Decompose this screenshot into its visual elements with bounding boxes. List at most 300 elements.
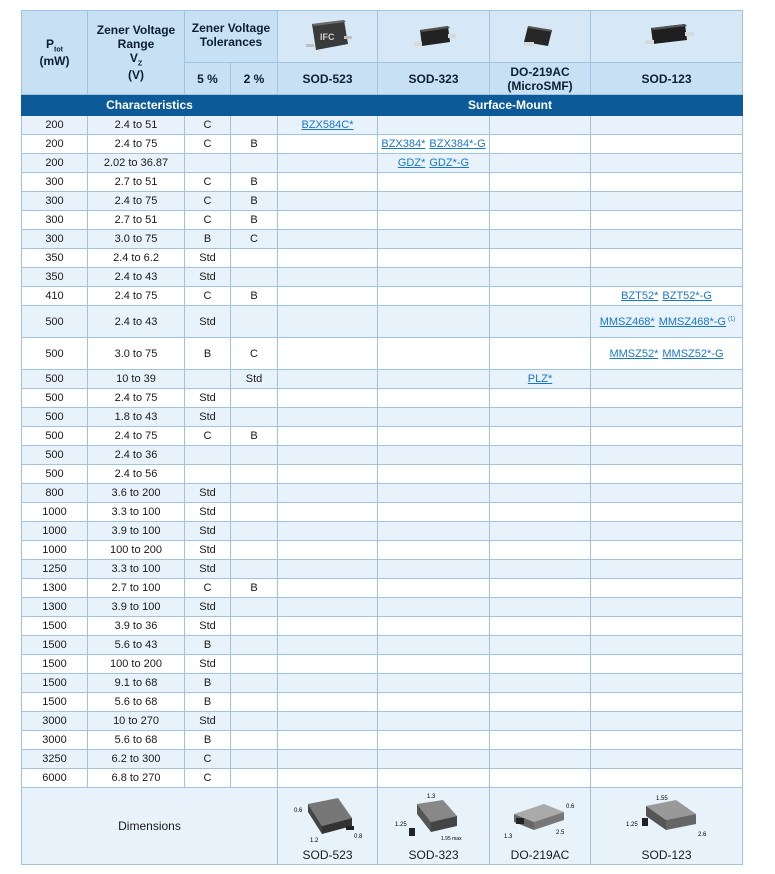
- do219ac-dimension-caption: DO-219AC: [510, 848, 570, 862]
- sod323-part-cell: [378, 693, 490, 712]
- tolerance-2-cell: C: [231, 338, 278, 370]
- tolerance-2-cell: [231, 712, 278, 731]
- table-row: [22, 560, 743, 579]
- do219-part-cell: [490, 446, 591, 465]
- sod123-part-cell: [591, 173, 743, 192]
- do219-part-cell: [490, 579, 591, 598]
- do219-part-cell: [490, 541, 591, 560]
- sod123-part-cell: [591, 446, 743, 465]
- sod123-package-icon: [635, 16, 699, 54]
- voltage-range-cell: 2.7 to 51: [88, 173, 185, 192]
- sod523-dim-width: 0.8: [353, 834, 362, 840]
- table-row: [22, 693, 743, 712]
- ptot-cell: 500: [22, 446, 88, 465]
- sod523-part-cell: [278, 338, 378, 370]
- do219-part-cell: [490, 192, 591, 211]
- sod523-part-cell: [278, 712, 378, 731]
- ptot-cell: 1000: [22, 541, 88, 560]
- table-row: [22, 135, 743, 154]
- part-number-link[interactable]: MMSZ52*-G: [662, 347, 724, 360]
- voltage-range-cell: 100 to 200: [88, 541, 185, 560]
- sod123-part-cell: [591, 484, 743, 503]
- tolerance-5-cell: [185, 465, 231, 484]
- sod523-part-cell: [278, 503, 378, 522]
- voltage-range-cell: 2.4 to 75: [88, 192, 185, 211]
- sod123-part-cell: [591, 408, 743, 427]
- sod123-part-cell: [591, 116, 743, 135]
- sod523-part-cell: [278, 135, 378, 154]
- tolerance-5-cell: C: [185, 427, 231, 446]
- sod323-dimension-drawing: [391, 792, 477, 844]
- do219-part-cell: [490, 465, 591, 484]
- sod523-part-cell: [278, 446, 378, 465]
- ptot-cell: 500: [22, 408, 88, 427]
- sod523-part-cell: [278, 287, 378, 306]
- table-row: [22, 579, 743, 598]
- part-number-link[interactable]: BZX584C*: [301, 119, 354, 131]
- sod523-part-cell: [278, 769, 378, 788]
- voltage-range-cell: 2.4 to 75: [88, 287, 185, 306]
- tolerance-2-cell: [231, 116, 278, 135]
- ptot-cell: 300: [22, 230, 88, 249]
- do219ac-dim-height: 0.6: [566, 804, 575, 810]
- part-number-link[interactable]: BZX384*-G: [429, 138, 486, 150]
- table-row: [22, 370, 743, 389]
- sod523-part-cell: [278, 731, 378, 750]
- zener-selection-table: [21, 10, 743, 865]
- table-row: [22, 731, 743, 750]
- sod323-part-cell: [378, 617, 490, 636]
- tolerance-5-cell: B: [185, 693, 231, 712]
- tolerance-2-cell: [231, 389, 278, 408]
- sod323-part-cell: [378, 287, 490, 306]
- sod123-image-cell: [591, 11, 743, 63]
- table-row: [22, 306, 743, 338]
- sod323-image-cell: [378, 11, 490, 63]
- tolerance-2-cell: [231, 560, 278, 579]
- sod123-part-cell: [591, 503, 743, 522]
- sod123-dim-height: 1.25: [625, 822, 638, 828]
- tolerance-2-cell: Std: [231, 370, 278, 389]
- tolerance-5-cell: C: [185, 173, 231, 192]
- table-row: [22, 503, 743, 522]
- tolerance-2-cell: B: [231, 427, 278, 446]
- part-number-link[interactable]: BZX384*: [381, 138, 426, 150]
- sod123-dim-length: 2.6: [697, 832, 706, 838]
- tolerance-5-cell: Std: [185, 560, 231, 579]
- sod323-part-cell: [378, 674, 490, 693]
- tolerance-2-cell: [231, 446, 278, 465]
- tolerance-2-cell: [231, 693, 278, 712]
- voltage-range-cell: 3.9 to 36: [88, 617, 185, 636]
- sod323-part-cell: [378, 484, 490, 503]
- voltage-range-cell: 3.3 to 100: [88, 560, 185, 579]
- sod523-dimension-caption: SOD-523: [302, 848, 353, 862]
- table-row: [22, 484, 743, 503]
- sod123-part-cell: [591, 211, 743, 230]
- sod323-part-cell: [378, 446, 490, 465]
- zener-selection-table-container: [21, 10, 743, 865]
- tolerance-5-cell: Std: [185, 541, 231, 560]
- table-row: [22, 636, 743, 655]
- ptot-cell: 300: [22, 173, 88, 192]
- voltage-range-cell: 3.0 to 75: [88, 338, 185, 370]
- table-row: [22, 249, 743, 268]
- sod123-part-cell: [591, 769, 743, 788]
- voltage-range-cell: 100 to 200: [88, 655, 185, 674]
- sod123-part-cell: [591, 617, 743, 636]
- ptot-cell: 1000: [22, 503, 88, 522]
- footnote-marker: (1): [727, 315, 736, 322]
- do219-part-cell: [490, 230, 591, 249]
- tolerance-2-cell: [231, 503, 278, 522]
- table-row: [22, 712, 743, 731]
- voltage-range-cell: 2.7 to 51: [88, 211, 185, 230]
- ptot-cell: 500: [22, 370, 88, 389]
- tolerance-5-cell: C: [185, 287, 231, 306]
- sod323-part-cell: [378, 135, 490, 154]
- sod523-dimension-cell: [278, 788, 378, 865]
- voltage-range-cell: 2.4 to 56: [88, 465, 185, 484]
- sod123-part-cell: [591, 427, 743, 446]
- sod123-part-cell: [591, 135, 743, 154]
- sod123-part-cell: [591, 560, 743, 579]
- part-number-link[interactable]: MMSZ468*-G: [658, 315, 726, 328]
- ptot-cell: 350: [22, 268, 88, 287]
- table-row: [22, 154, 743, 173]
- tolerance-2-cell: [231, 268, 278, 287]
- part-number-link[interactable]: BZT52*: [621, 290, 659, 302]
- tolerance-2-cell: [231, 655, 278, 674]
- do219-part-cell: [490, 674, 591, 693]
- table-row: [22, 617, 743, 636]
- sod323-part-cell: [378, 655, 490, 674]
- ptot-cell: 350: [22, 249, 88, 268]
- ptot-cell: 200: [22, 154, 88, 173]
- table-row: [22, 211, 743, 230]
- tolerance-5-cell: Std: [185, 389, 231, 408]
- ptot-cell: 500: [22, 338, 88, 370]
- sod323-part-cell: [378, 370, 490, 389]
- sod123-dimension-caption: SOD-123: [641, 848, 692, 862]
- voltage-range-cell: 3.0 to 75: [88, 230, 185, 249]
- tolerance-2-cell: [231, 249, 278, 268]
- table-row: [22, 655, 743, 674]
- tolerance-2-cell: B: [231, 579, 278, 598]
- tolerance-2-cell: B: [231, 173, 278, 192]
- ptot-cell: 500: [22, 465, 88, 484]
- sod523-marking-text: IFC: [319, 32, 334, 42]
- table-row: [22, 268, 743, 287]
- sod523-part-cell: [278, 655, 378, 674]
- tolerance-5-cell: Std: [185, 268, 231, 287]
- sod123-header: SOD-123: [591, 63, 743, 95]
- sod323-part-cell: [378, 389, 490, 408]
- tolerance-2-cell: [231, 465, 278, 484]
- sod323-part-cell: [378, 338, 490, 370]
- tolerance-5-cell: Std: [185, 655, 231, 674]
- voltage-range-cell: 2.4 to 36: [88, 446, 185, 465]
- do219-part-cell: [490, 522, 591, 541]
- tolerance-5-cell: C: [185, 769, 231, 788]
- tolerance-2-cell: C: [231, 230, 278, 249]
- do219-part-cell: [490, 408, 591, 427]
- part-number-link[interactable]: GDZ*: [397, 157, 426, 169]
- surface-mount-band-label: Surface-Mount: [278, 95, 743, 116]
- sod123-part-cell: [591, 192, 743, 211]
- sod123-part-cell: [591, 389, 743, 408]
- part-number-link[interactable]: MMSZ52*: [609, 347, 659, 360]
- table-row: [22, 750, 743, 769]
- dimensions-row: [22, 788, 743, 865]
- voltage-range-cell: 2.02 to 36.87: [88, 154, 185, 173]
- voltage-range-cell: 6.2 to 300: [88, 750, 185, 769]
- sod123-part-cell: [591, 370, 743, 389]
- voltage-range-cell: 5.6 to 68: [88, 693, 185, 712]
- table-row: [22, 427, 743, 446]
- ptot-cell: 500: [22, 427, 88, 446]
- voltage-range-header: Zener Voltage Range $V_Z$ (V): [88, 11, 185, 95]
- sod523-part-cell: [278, 693, 378, 712]
- sod123-part-cell: [591, 712, 743, 731]
- do219-part-cell: [490, 655, 591, 674]
- sod123-part-cell: [591, 598, 743, 617]
- do219-part-cell: [490, 370, 591, 389]
- table-row: [22, 116, 743, 135]
- do219-part-cell: [490, 484, 591, 503]
- do219-part-cell: [490, 116, 591, 135]
- voltage-range-cell: 10 to 270: [88, 712, 185, 731]
- sod123-part-cell: [591, 522, 743, 541]
- sod323-part-cell: [378, 503, 490, 522]
- ptot-cell: 1500: [22, 655, 88, 674]
- table-row: [22, 230, 743, 249]
- tolerance-5-header: 5 %: [185, 63, 231, 95]
- sod323-part-cell: [378, 249, 490, 268]
- tolerance-2-cell: [231, 154, 278, 173]
- sod323-part-cell: [378, 154, 490, 173]
- sod323-part-cell: [378, 522, 490, 541]
- table-row: [22, 338, 743, 370]
- sod123-part-cell: [591, 731, 743, 750]
- do219-part-cell: [490, 617, 591, 636]
- do219-part-cell: [490, 249, 591, 268]
- tolerance-2-cell: [231, 522, 278, 541]
- sod323-part-cell: [378, 408, 490, 427]
- do219ac-header: DO-219AC (MicroSMF): [490, 63, 591, 95]
- do219-part-cell: [490, 427, 591, 446]
- table-row: [22, 541, 743, 560]
- voltage-range-cell: 9.1 to 68: [88, 674, 185, 693]
- tolerance-5-cell: [185, 446, 231, 465]
- sod323-part-cell: [378, 306, 490, 338]
- tolerance-2-cell: B: [231, 211, 278, 230]
- sod523-part-cell: [278, 560, 378, 579]
- sod323-part-cell: [378, 712, 490, 731]
- sod123-dimension-drawing: [612, 792, 722, 844]
- tolerance-2-cell: [231, 408, 278, 427]
- tolerance-5-cell: C: [185, 135, 231, 154]
- table-row: [22, 769, 743, 788]
- do219ac-image-cell: [490, 11, 591, 63]
- do219-part-cell: [490, 389, 591, 408]
- sod523-part-cell: [278, 268, 378, 287]
- sod323-part-cell: [378, 750, 490, 769]
- tolerance-5-cell: Std: [185, 306, 231, 338]
- sod523-image-cell: [278, 11, 378, 63]
- sod123-part-cell: [591, 287, 743, 306]
- sod523-part-cell: [278, 674, 378, 693]
- sod523-part-cell: [278, 636, 378, 655]
- do219-part-cell: [490, 769, 591, 788]
- tolerance-5-cell: Std: [185, 503, 231, 522]
- tolerance-5-cell: Std: [185, 408, 231, 427]
- table-row: [22, 173, 743, 192]
- do219-part-cell: [490, 750, 591, 769]
- sod323-part-cell: [378, 192, 490, 211]
- do219-part-cell: [490, 693, 591, 712]
- part-number-link[interactable]: BZT52*-G: [662, 290, 712, 302]
- sod123-dimension-cell: [591, 788, 743, 865]
- voltage-range-cell: 5.6 to 68: [88, 731, 185, 750]
- ptot-cell: 3250: [22, 750, 88, 769]
- do219ac-dim-length: 2.5: [556, 830, 565, 836]
- tolerance-2-cell: [231, 484, 278, 503]
- table-row: [22, 408, 743, 427]
- tolerance-5-cell: B: [185, 731, 231, 750]
- sod323-package-icon: [406, 16, 462, 54]
- ptot-cell: 500: [22, 306, 88, 338]
- do219ac-dimension-cell: [490, 788, 591, 865]
- ptot-cell: 3000: [22, 731, 88, 750]
- sod323-dim-top: 1.3: [426, 794, 435, 800]
- ptot-cell: 1500: [22, 617, 88, 636]
- sod323-part-cell: [378, 230, 490, 249]
- ptot-cell: 1500: [22, 636, 88, 655]
- do219-part-cell: [490, 560, 591, 579]
- tolerance-5-cell: C: [185, 192, 231, 211]
- tolerance-5-cell: B: [185, 230, 231, 249]
- sod523-part-cell: [278, 579, 378, 598]
- sod123-part-cell: [591, 465, 743, 484]
- table-row: [22, 522, 743, 541]
- tolerance-5-cell: C: [185, 116, 231, 135]
- sod323-dimension-caption: SOD-323: [408, 848, 459, 862]
- sod123-part-cell: [591, 636, 743, 655]
- do219ac-dim-width: 1.3: [504, 834, 513, 840]
- ptot-header: $P_{tot}$ (mW): [22, 11, 88, 95]
- sod523-part-cell: [278, 598, 378, 617]
- table-row: [22, 446, 743, 465]
- sod323-part-cell: [378, 211, 490, 230]
- do219-part-cell: [490, 503, 591, 522]
- voltage-range-cell: 5.6 to 43: [88, 636, 185, 655]
- sod523-part-cell: [278, 211, 378, 230]
- sod523-part-cell: [278, 154, 378, 173]
- ptot-cell: 3000: [22, 712, 88, 731]
- tolerance-5-cell: [185, 154, 231, 173]
- do219-part-cell: [490, 306, 591, 338]
- ptot-cell: 1500: [22, 693, 88, 712]
- sod123-part-cell: [591, 268, 743, 287]
- tolerance-2-cell: [231, 674, 278, 693]
- ptot-cell: 1300: [22, 598, 88, 617]
- do219-part-cell: [490, 154, 591, 173]
- dimensions-label: Dimensions: [22, 788, 278, 865]
- sod123-part-cell: [591, 750, 743, 769]
- sod323-part-cell: [378, 579, 490, 598]
- sod523-part-cell: [278, 389, 378, 408]
- sod523-dim-length: 1.2: [309, 838, 318, 844]
- voltage-range-cell: 2.4 to 51: [88, 116, 185, 135]
- sod523-part-cell: [278, 408, 378, 427]
- part-number-link[interactable]: GDZ*-G: [429, 157, 470, 169]
- tolerance-5-cell: B: [185, 338, 231, 370]
- ptot-cell: 410: [22, 287, 88, 306]
- voltage-range-cell: 3.6 to 200: [88, 484, 185, 503]
- sod123-part-cell: [591, 655, 743, 674]
- tolerance-2-cell: [231, 636, 278, 655]
- voltage-range-cell: 3.9 to 100: [88, 522, 185, 541]
- sod323-part-cell: [378, 560, 490, 579]
- sod123-part-cell: [591, 693, 743, 712]
- tolerance-2-cell: B: [231, 192, 278, 211]
- sod323-part-cell: [378, 598, 490, 617]
- sod323-dim-length: 1.95 max: [440, 836, 462, 842]
- tolerance-2-header: 2 %: [231, 63, 278, 95]
- voltage-range-cell: 2.4 to 43: [88, 268, 185, 287]
- sod523-part-cell: [278, 617, 378, 636]
- sod123-dim-top: 1.55: [655, 796, 668, 802]
- tolerance-2-cell: [231, 598, 278, 617]
- tolerance-5-cell: Std: [185, 598, 231, 617]
- do219-part-cell: [490, 173, 591, 192]
- characteristics-band-label: Characteristics: [22, 95, 278, 116]
- do219-part-cell: [490, 598, 591, 617]
- ptot-cell: 200: [22, 116, 88, 135]
- tolerance-5-cell: C: [185, 211, 231, 230]
- tolerance-5-cell: B: [185, 674, 231, 693]
- sod523-part-cell: [278, 541, 378, 560]
- do219-part-cell: [490, 287, 591, 306]
- table-row: [22, 389, 743, 408]
- sod123-part-cell: [591, 249, 743, 268]
- tolerance-5-cell: Std: [185, 484, 231, 503]
- ptot-cell: 300: [22, 211, 88, 230]
- sod523-part-cell: [278, 192, 378, 211]
- ptot-cell: 300: [22, 192, 88, 211]
- sod523-part-cell: [278, 427, 378, 446]
- ptot-cell: 1300: [22, 579, 88, 598]
- section-band: [22, 95, 743, 116]
- sod123-part-cell: [591, 541, 743, 560]
- tolerance-2-cell: [231, 769, 278, 788]
- voltage-range-cell: 2.4 to 75: [88, 389, 185, 408]
- sod523-part-cell: [278, 522, 378, 541]
- sod123-part-cell: [591, 579, 743, 598]
- voltage-range-cell: 6.8 to 270: [88, 769, 185, 788]
- part-number-link[interactable]: MMSZ468*: [599, 315, 655, 328]
- sod123-part-cell: [591, 674, 743, 693]
- sod323-part-cell: [378, 541, 490, 560]
- part-number-link[interactable]: PLZ*: [527, 373, 553, 385]
- voltage-range-cell: 2.4 to 75: [88, 427, 185, 446]
- sod523-part-cell: [278, 116, 378, 135]
- sod523-dim-height: 0.6: [293, 808, 302, 814]
- ptot-cell: 1500: [22, 674, 88, 693]
- ptot-cell: 200: [22, 135, 88, 154]
- do219ac-package-icon: [512, 16, 568, 54]
